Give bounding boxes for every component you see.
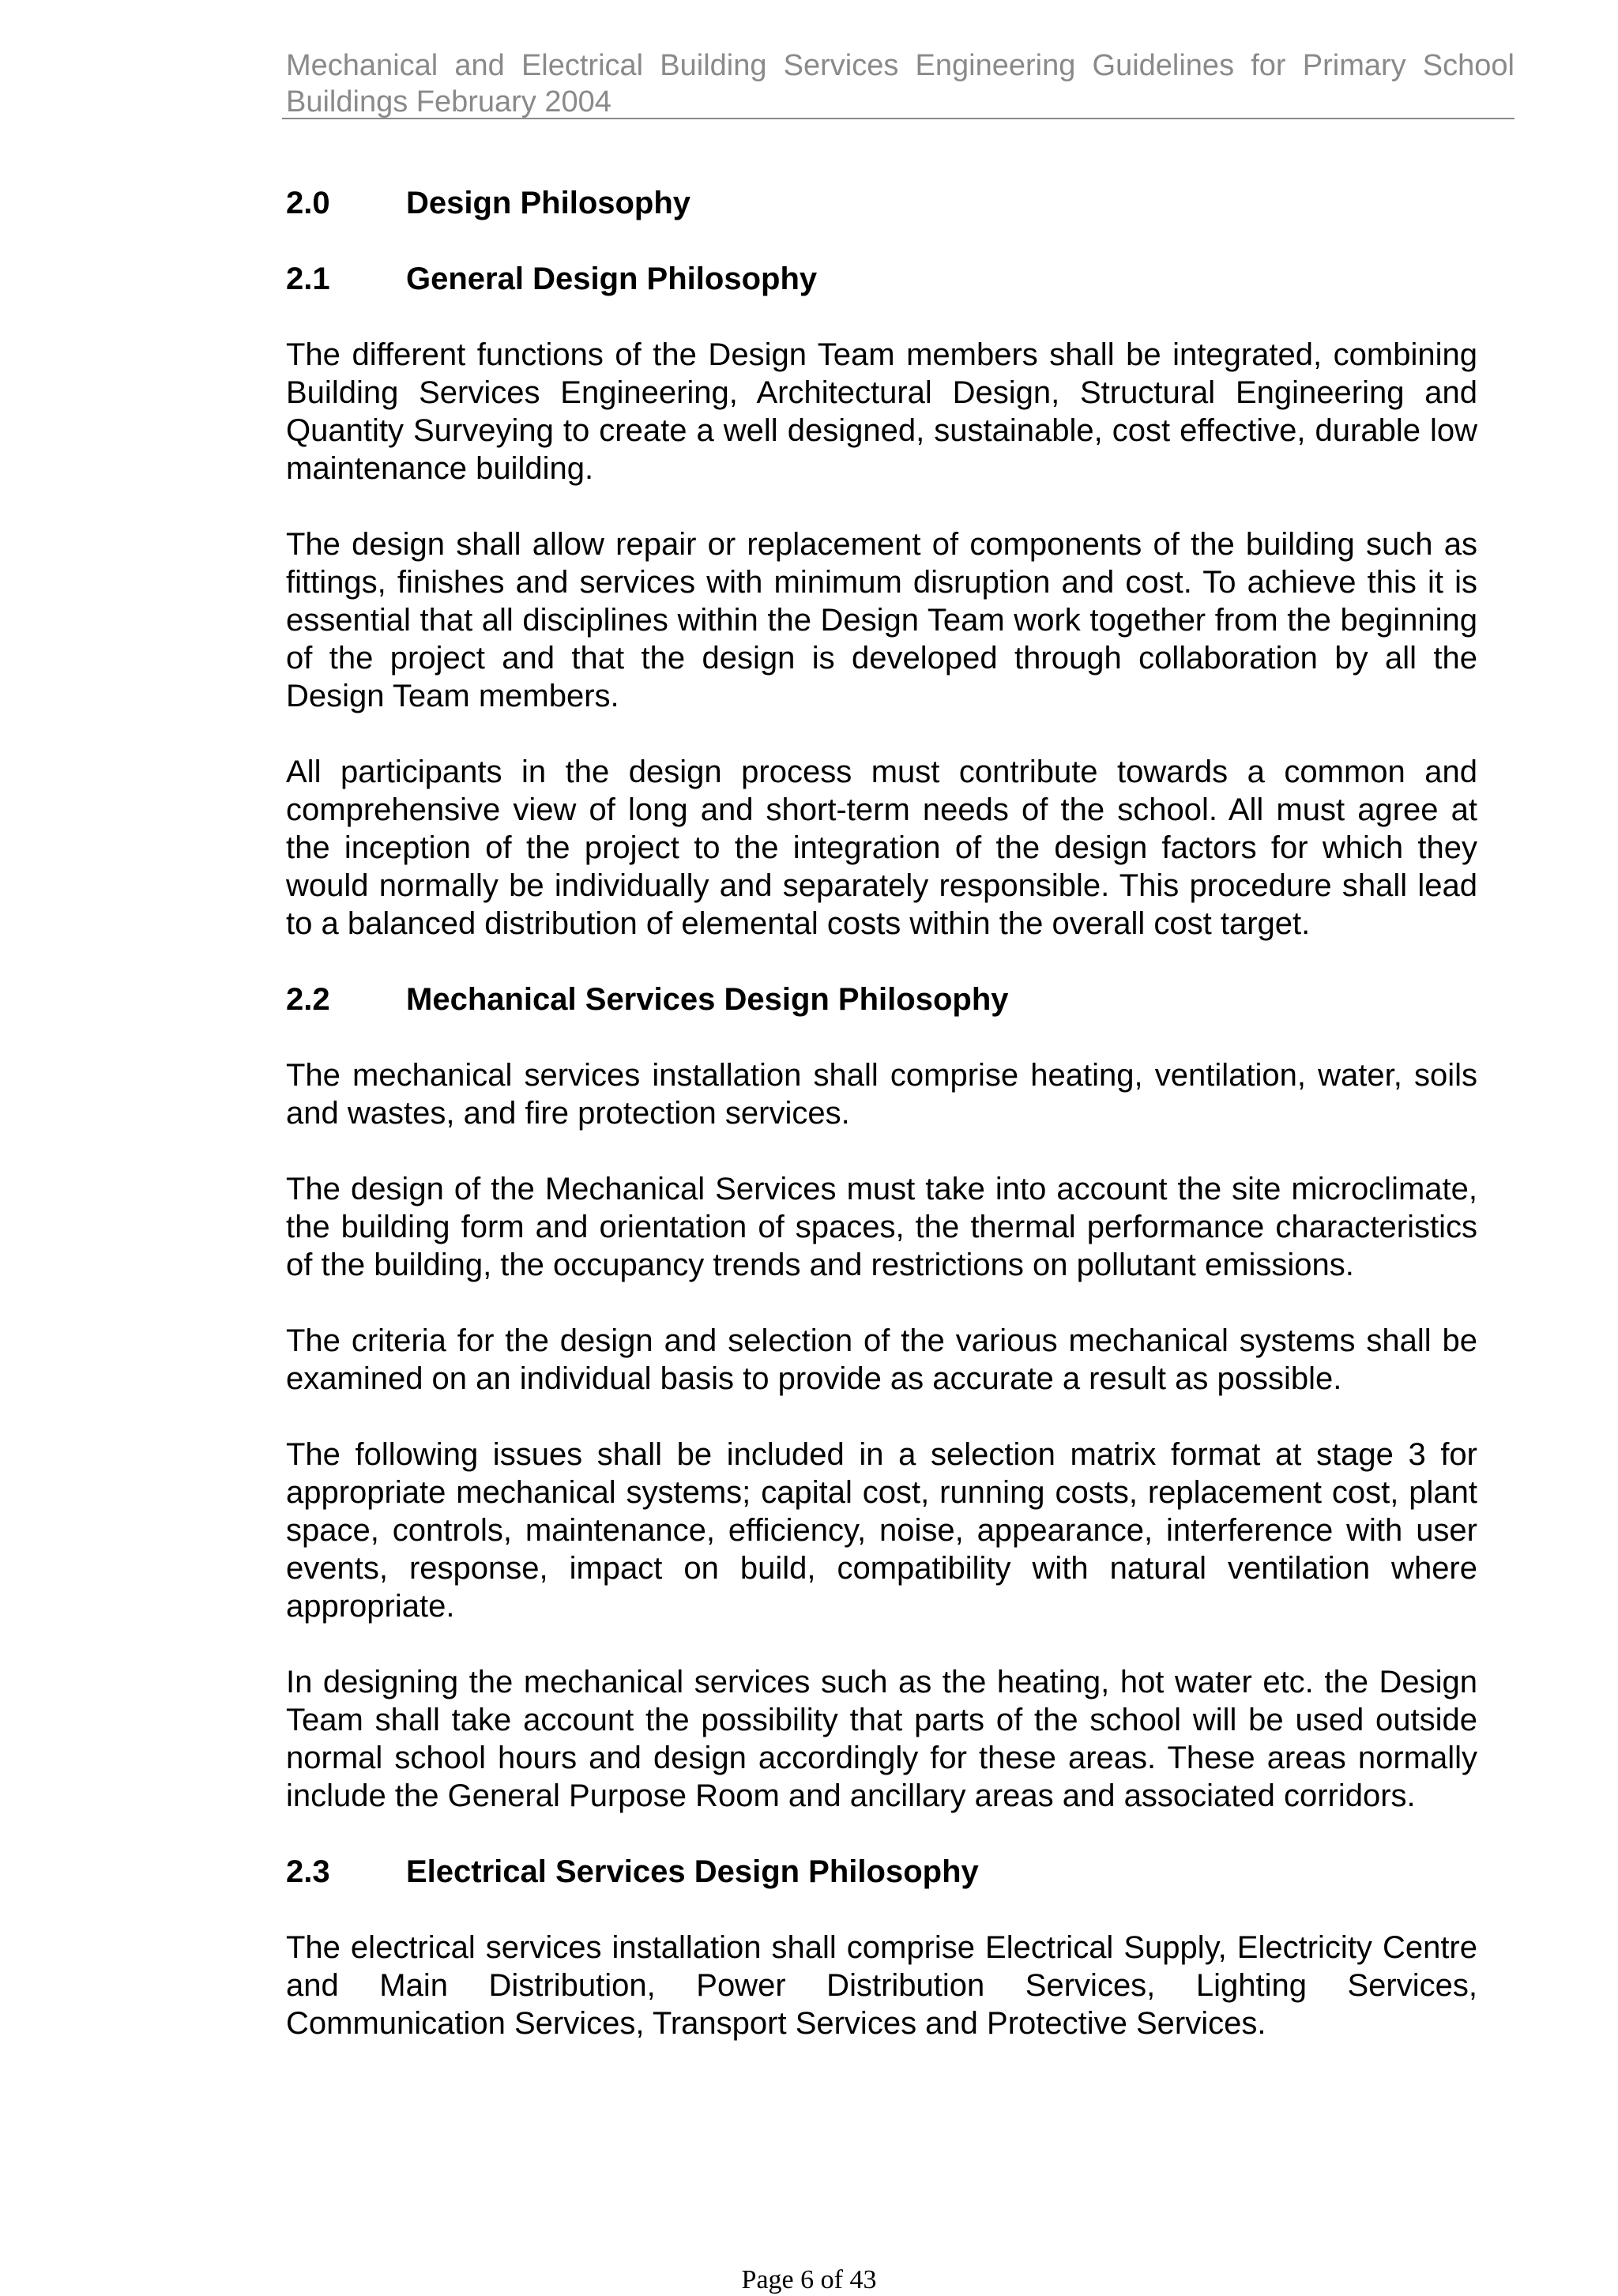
section-number: 2.3 (286, 1854, 330, 1889)
section-title: Mechanical Services Design Philosophy (406, 982, 1009, 1017)
section-title: Electrical Services Design Philosophy (406, 1854, 979, 1889)
running-header: Mechanical and Electrical Building Services Engineering Guidelines for Primary School Buildings February 2004 (286, 49, 1515, 119)
section-number: 2.2 (286, 982, 330, 1017)
heading-2-2 (286, 981, 1477, 1018)
paragraph: The mechanical services installation shall comprise heating, ventilation, water, soils and wastes, and fire protection services. (286, 1058, 1477, 1131)
page-content (286, 184, 1477, 2042)
paragraph: The different functions of the Design Team members shall be integrated, combining Building Services Engineering, Architectural Design, Structural Engineering and Quantity Surveying to create a well designed, sustainable, cost effective, durable low maintenance building. (286, 337, 1477, 486)
heading-2-1 (286, 260, 1477, 298)
paragraph: The electrical services installation shall comprise Electrical Supply, Electricity Centre and Main Distribution, Power Distribution Services, Lighting Services, Communication Services, Transport Services and Protective Services. (286, 1930, 1477, 2041)
section-number: 2.0 (286, 186, 330, 220)
section-title: General Design Philosophy (406, 262, 818, 296)
page-number: Page 6 of 43 (741, 2265, 877, 2294)
paragraph: In designing the mechanical services such as the heating, hot water etc. the Design Team shall take account the possibility that parts of the school will be used outside normal school hours and design accordingly for these areas. These areas normally include the General Purpose Room and ancillary areas and associated corridors. (286, 1665, 1477, 1813)
paragraph: The design shall allow repair or replacement of components of the building such as fittings, finishes and services with minimum disruption and cost. To achieve this it is essential that all disciplines within the Design Team work together from the beginning of the project and that the design is developed through collaboration by all the Design Team members. (286, 527, 1477, 713)
paragraph: The following issues shall be included in a selection matrix format at stage 3 for appropriate mechanical systems; capital cost, running costs, replacement cost, plant space, controls, maintenance, efficiency, noise, appearance, interference with user events, response, impact on build, compatibility with natural ventilation where appropriate. (286, 1437, 1477, 1624)
section-title: Design Philosophy (406, 186, 691, 220)
header-divider (282, 118, 1515, 119)
heading-2-3 (286, 1853, 1477, 1891)
paragraph: The criteria for the design and selection of the various mechanical systems shall be examined on an individual basis to provide as accurate a result as possible. (286, 1323, 1477, 1396)
section-number: 2.1 (286, 262, 330, 296)
heading-2-0 (286, 184, 1477, 222)
paragraph: The design of the Mechanical Services must take into account the site microclimate, the building form and orientation of spaces, the thermal performance characteristics of the building, the occupancy trends and restrictions on pollutant emissions. (286, 1172, 1477, 1282)
paragraph: All participants in the design process must contribute towards a common and comprehensive view of long and short-term needs of the school. All must agree at the inception of the project to the integration of the design factors for which they would normally be individually and separately responsible. This procedure shall lead to a balanced distribution of elemental costs within the overall cost target. (286, 755, 1477, 941)
